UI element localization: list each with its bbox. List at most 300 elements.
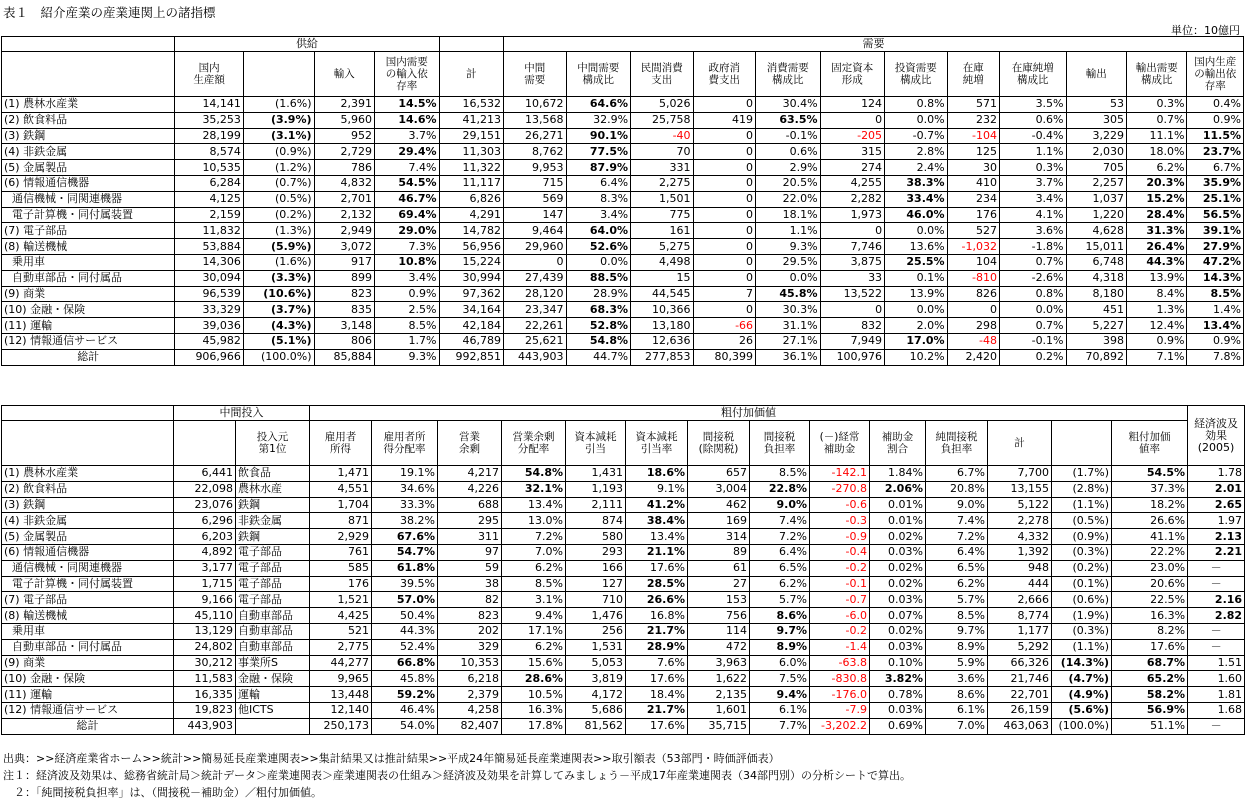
table-cell: 13.9% xyxy=(885,286,948,302)
table-cell: (5.6%) xyxy=(1052,702,1112,718)
table-cell: 38.2% xyxy=(372,513,438,529)
table-cell: 3.6% xyxy=(926,671,988,687)
table-cell: -104 xyxy=(947,128,999,144)
table-cell: 100,976 xyxy=(820,349,885,365)
table-cell: 1,177 xyxy=(988,623,1052,639)
table-cell: 2,278 xyxy=(988,513,1052,529)
table-cell: 11,303 xyxy=(439,144,504,160)
table-cell: 0.6% xyxy=(756,144,821,160)
table-row xyxy=(2,175,1244,191)
table-cell: 30.4% xyxy=(756,97,821,113)
table-cell: 38 xyxy=(438,576,502,592)
table-cell: 5,292 xyxy=(988,639,1052,655)
row-label: (12) 情報通信サービス xyxy=(2,333,175,349)
table-cell: 7.5% xyxy=(750,671,810,687)
table-cell: 56.9% xyxy=(1112,702,1188,718)
table-cell: 710 xyxy=(566,592,626,608)
table-cell: 6.4% xyxy=(750,544,810,560)
table-cell: 15.6% xyxy=(502,655,566,671)
table-cell: 70 xyxy=(631,144,694,160)
row-label: 乗用車 xyxy=(2,254,175,270)
table-cell: 8.5% xyxy=(750,466,810,482)
table-cell: 5.7% xyxy=(926,592,988,608)
table-cell: 832 xyxy=(820,318,885,334)
table-cell: 飲食品 xyxy=(236,466,310,482)
table-cell: － xyxy=(1188,623,1245,639)
table-cell: (0.9%) xyxy=(243,144,314,160)
table-cell: -7.9 xyxy=(810,702,870,718)
column-header: 資本減耗 引当 xyxy=(566,421,626,466)
table-cell: 42,184 xyxy=(439,318,504,334)
table-cell: 4,226 xyxy=(438,481,502,497)
table-cell: 2,929 xyxy=(310,529,372,545)
table-cell: 4,551 xyxy=(310,481,372,497)
column-header: 資本減耗 引当率 xyxy=(626,421,688,466)
table-cell: 1,431 xyxy=(566,466,626,482)
table-cell: 61 xyxy=(688,560,750,576)
table-cell: 他ICTS xyxy=(236,702,310,718)
table-cell: 0.3% xyxy=(1127,97,1187,113)
table-cell: 52.8% xyxy=(566,318,631,334)
table-cell: 3,177 xyxy=(174,560,236,576)
table-cell: (0.5%) xyxy=(1052,513,1112,529)
table-cell: 66.8% xyxy=(372,655,438,671)
table-cell: 1.97 xyxy=(1188,513,1245,529)
table-cell: 10,353 xyxy=(438,655,502,671)
table-cell: 4,318 xyxy=(1066,270,1126,286)
table-cell: (0.9%) xyxy=(1052,529,1112,545)
table-cell: (14.3%) xyxy=(1052,655,1112,671)
table-cell: 30.3% xyxy=(756,302,821,318)
table-row xyxy=(2,191,1244,207)
table-cell: 2,666 xyxy=(988,592,1052,608)
table-cell: 45,110 xyxy=(174,608,236,624)
table-cell: 10,366 xyxy=(631,302,694,318)
table-cell: -0.6 xyxy=(810,497,870,513)
table-cell: 35,253 xyxy=(175,112,244,128)
table-cell: 4,291 xyxy=(439,207,504,223)
column-header: 固定資本 形成 xyxy=(820,52,885,97)
table-cell: 7.0% xyxy=(926,718,988,734)
table-cell: 15 xyxy=(631,270,694,286)
table-cell: (100.0%) xyxy=(243,349,314,365)
table-cell: 77.5% xyxy=(566,144,631,160)
table-cell: 761 xyxy=(310,544,372,560)
table-cell: 鉄鋼 xyxy=(236,529,310,545)
table-cell: 13,448 xyxy=(310,687,372,703)
table-cell: (1.2%) xyxy=(243,160,314,176)
table-cell: 2,949 xyxy=(314,223,374,239)
table-cell: 3,004 xyxy=(688,481,750,497)
table-cell: 6.5% xyxy=(750,560,810,576)
table-cell: 35,715 xyxy=(688,718,750,734)
table-cell: 6.0% xyxy=(750,655,810,671)
table-cell: 31.1% xyxy=(756,318,821,334)
table-cell: 80,399 xyxy=(693,349,756,365)
table-row xyxy=(2,302,1244,318)
table-cell: 65.2% xyxy=(1112,671,1188,687)
table-cell: 17.6% xyxy=(626,671,688,687)
table-cell: 14.3% xyxy=(1187,270,1244,286)
table-cell: 9.7% xyxy=(926,623,988,639)
table-cell: 17.8% xyxy=(502,718,566,734)
table-cell: 1.81 xyxy=(1188,687,1245,703)
table-cell: 3,148 xyxy=(314,318,374,334)
table-cell: 30 xyxy=(947,160,999,176)
table-cell: (100.0%) xyxy=(1052,718,1112,734)
table-cell: 27 xyxy=(688,576,750,592)
table-cell: 2.21 xyxy=(1188,544,1245,560)
table-cell: 11,832 xyxy=(175,223,244,239)
table-cell: 25.5% xyxy=(885,254,948,270)
table-cell: 5,026 xyxy=(631,97,694,113)
table-row xyxy=(2,702,1245,718)
column-header: (－)経常 補助金 xyxy=(810,421,870,466)
table-cell: -66 xyxy=(693,318,756,334)
table-cell: 410 xyxy=(947,175,999,191)
table-cell: 22,098 xyxy=(174,481,236,497)
table-cell: 571 xyxy=(947,97,999,113)
table-cell: 16.3% xyxy=(1112,608,1188,624)
table-cell: 0 xyxy=(504,254,567,270)
table-cell: 4,628 xyxy=(1066,223,1126,239)
table-cell: (3.9%) xyxy=(243,112,314,128)
table-cell: 0.9% xyxy=(1127,333,1187,349)
total-row xyxy=(2,349,1244,365)
table-cell: 41.2% xyxy=(626,497,688,513)
table-cell: 85,884 xyxy=(314,349,374,365)
table-cell: 2,132 xyxy=(314,207,374,223)
table-cell: -0.4% xyxy=(999,128,1066,144)
table-cell: 8.4% xyxy=(1127,286,1187,302)
table-cell: 54.7% xyxy=(372,544,438,560)
table-cell: 44.3% xyxy=(372,623,438,639)
table-cell: 4,125 xyxy=(175,191,244,207)
table-cell: 443,903 xyxy=(174,718,236,734)
table-cell: 0 xyxy=(947,302,999,318)
table-cell: 54.8% xyxy=(566,333,631,349)
table-cell: 22,701 xyxy=(988,687,1052,703)
table-cell: 6.4% xyxy=(926,544,988,560)
table-cell: 13.4% xyxy=(1187,318,1244,334)
table-cell: 25.1% xyxy=(1187,191,1244,207)
header-blank xyxy=(174,421,236,466)
table-cell: 0.03% xyxy=(870,639,926,655)
row-label: (3) 鉄鋼 xyxy=(2,497,174,513)
column-header: 投資需要 構成比 xyxy=(885,52,948,97)
table-cell: 7.2% xyxy=(502,529,566,545)
table-cell: 3,072 xyxy=(314,239,374,255)
table-cell: 463,063 xyxy=(988,718,1052,734)
table-cell: 5,960 xyxy=(314,112,374,128)
table-cell: 443,903 xyxy=(504,349,567,365)
column-header: 輸出 xyxy=(1066,52,1126,97)
table-cell: 25,758 xyxy=(631,112,694,128)
table-cell: 11,117 xyxy=(439,175,504,191)
table-cell: 176 xyxy=(310,576,372,592)
table-cell: 6.1% xyxy=(926,702,988,718)
table-cell: 14,306 xyxy=(175,254,244,270)
table-cell: 2.16 xyxy=(1188,592,1245,608)
table-cell: 54.5% xyxy=(1112,466,1188,482)
table-cell: 2.8% xyxy=(885,144,948,160)
table-cell: -270.8 xyxy=(810,481,870,497)
table-cell: 2,135 xyxy=(688,687,750,703)
table-cell: 6.7% xyxy=(926,466,988,482)
table-cell: 9.7% xyxy=(750,623,810,639)
table-cell: 4,217 xyxy=(438,466,502,482)
table-cell: 8.6% xyxy=(926,687,988,703)
table-cell: 38.3% xyxy=(885,175,948,191)
column-header: 中間 需要 xyxy=(504,52,567,97)
table-cell: 11,322 xyxy=(439,160,504,176)
table-cell: 39,036 xyxy=(175,318,244,334)
table-cell: 0.02% xyxy=(870,529,926,545)
table-cell: 8.9% xyxy=(926,639,988,655)
table-cell: (4.7%) xyxy=(1052,671,1112,687)
table-cell: -830.8 xyxy=(810,671,870,687)
table-cell: 21.1% xyxy=(626,544,688,560)
table-cell: 0.07% xyxy=(870,608,926,624)
table-cell: 1,476 xyxy=(566,608,626,624)
table-cell: 8.6% xyxy=(750,608,810,624)
table-cell: 22,261 xyxy=(504,318,567,334)
column-header: 消費需要 構成比 xyxy=(756,52,821,97)
table-cell: 256 xyxy=(566,623,626,639)
table-cell: 2,379 xyxy=(438,687,502,703)
table-cell: 30,212 xyxy=(174,655,236,671)
table-cell: 0 xyxy=(693,97,756,113)
column-header: 営業余剰 分配率 xyxy=(502,421,566,466)
table-cell: 0 xyxy=(693,302,756,318)
table-cell: 0 xyxy=(820,112,885,128)
row-label: 自動車部品・同付属品 xyxy=(2,639,174,655)
table-row xyxy=(2,128,1244,144)
table-cell: 51.1% xyxy=(1112,718,1188,734)
table-cell: 0.0% xyxy=(885,223,948,239)
table-cell: 17.0% xyxy=(885,333,948,349)
table-cell: -205 xyxy=(820,128,885,144)
table-cell: 2,257 xyxy=(1066,175,1126,191)
table-cell: 4,498 xyxy=(631,254,694,270)
table-cell: 7.2% xyxy=(750,529,810,545)
table-cell: 82 xyxy=(438,592,502,608)
table-cell: 1,715 xyxy=(174,576,236,592)
table-cell: 2,701 xyxy=(314,191,374,207)
table-cell: 705 xyxy=(1066,160,1126,176)
column-header: 計 xyxy=(439,52,504,97)
row-label: (9) 商業 xyxy=(2,286,175,302)
table-cell: 7.8% xyxy=(1187,349,1244,365)
table-cell: 23.0% xyxy=(1112,560,1188,576)
table-cell: 826 xyxy=(947,286,999,302)
table-cell: 45.8% xyxy=(756,286,821,302)
row-label: 電子計算機・同付属装置 xyxy=(2,576,174,592)
table-cell: 56.5% xyxy=(1187,207,1244,223)
table-cell: 1,531 xyxy=(566,639,626,655)
table-cell: 2,275 xyxy=(631,175,694,191)
table-cell: 66,326 xyxy=(988,655,1052,671)
table-cell: 5,227 xyxy=(1066,318,1126,334)
table-cell: 28,120 xyxy=(504,286,567,302)
table-cell: 4,255 xyxy=(820,175,885,191)
table-cell: 29,151 xyxy=(439,128,504,144)
table-cell: 29.0% xyxy=(374,223,439,239)
table-cell: 自動車部品 xyxy=(236,608,310,624)
table-cell: 44.3% xyxy=(1127,254,1187,270)
table-cell: 47.2% xyxy=(1187,254,1244,270)
table-cell: 2.4% xyxy=(885,160,948,176)
table-cell: 33,329 xyxy=(175,302,244,318)
table-cell: 8,762 xyxy=(504,144,567,160)
table-cell: 1,501 xyxy=(631,191,694,207)
column-header: 営業 余剰 xyxy=(438,421,502,466)
table-cell: 電子部品 xyxy=(236,576,310,592)
row-label: (7) 電子部品 xyxy=(2,592,174,608)
table-cell: 806 xyxy=(314,333,374,349)
table-cell: 114 xyxy=(688,623,750,639)
table-cell: 1.4% xyxy=(1187,302,1244,318)
table-cell: 823 xyxy=(314,286,374,302)
column-header: 中間需要 構成比 xyxy=(566,52,631,97)
table-cell: 293 xyxy=(566,544,626,560)
table-cell: 68.7% xyxy=(1112,655,1188,671)
table-cell: 29.4% xyxy=(374,144,439,160)
table-cell: 21.7% xyxy=(626,702,688,718)
table-cell: 2.82 xyxy=(1188,608,1245,624)
row-label: (10) 金融・保険 xyxy=(2,302,175,318)
table-cell: 電子部品 xyxy=(236,544,310,560)
table-cell: 11.5% xyxy=(1187,128,1244,144)
table-cell: 28.6% xyxy=(502,671,566,687)
row-label: 乗用車 xyxy=(2,623,174,639)
table-cell: 521 xyxy=(310,623,372,639)
table-cell: 7.4% xyxy=(926,513,988,529)
table-row xyxy=(2,223,1244,239)
table-cell: 金融・保険 xyxy=(236,671,310,687)
table-cell: 97 xyxy=(438,544,502,560)
table-cell: 11.1% xyxy=(1127,128,1187,144)
table-cell: 0.69% xyxy=(870,718,926,734)
supply-demand-table xyxy=(1,36,1244,366)
table-cell: 1,601 xyxy=(688,702,750,718)
table-cell: 13.9% xyxy=(1127,270,1187,286)
row-label: (11) 運輸 xyxy=(2,318,175,334)
table-cell: 事業所S xyxy=(236,655,310,671)
table-cell: 22.2% xyxy=(1112,544,1188,560)
table-cell: 31.3% xyxy=(1127,223,1187,239)
table-cell: 715 xyxy=(504,175,567,191)
table-row xyxy=(2,592,1245,608)
table-cell: 34,164 xyxy=(439,302,504,318)
table-cell: 13.4% xyxy=(626,529,688,545)
table-cell: 4,892 xyxy=(174,544,236,560)
table-cell: 315 xyxy=(820,144,885,160)
table-cell: 20.6% xyxy=(1112,576,1188,592)
table-cell: 4,258 xyxy=(438,702,502,718)
table-cell: -0.4 xyxy=(810,544,870,560)
table-cell: 3.1% xyxy=(502,592,566,608)
table-cell: 125 xyxy=(947,144,999,160)
table-cell: 6.2% xyxy=(502,560,566,576)
table-cell: 54.0% xyxy=(372,718,438,734)
table-cell: 7.0% xyxy=(502,544,566,560)
table-row xyxy=(2,655,1245,671)
table-cell: 28.9% xyxy=(626,639,688,655)
table-cell: 10.8% xyxy=(374,254,439,270)
table-cell: 13.6% xyxy=(885,239,948,255)
table-cell: 2.13 xyxy=(1188,529,1245,545)
row-label: (8) 輸送機械 xyxy=(2,608,174,624)
table-cell: (0.3%) xyxy=(1052,623,1112,639)
row-label: (8) 輸送機械 xyxy=(2,239,175,255)
table-cell: 64.6% xyxy=(566,97,631,113)
total-row xyxy=(2,718,1245,734)
table-cell: 33.3% xyxy=(372,497,438,513)
table-cell: 871 xyxy=(310,513,372,529)
table-cell: 53,884 xyxy=(175,239,244,255)
row-label: (6) 情報通信機器 xyxy=(2,544,174,560)
table-cell: (3.1%) xyxy=(243,128,314,144)
table-cell: 2.9% xyxy=(756,160,821,176)
table-cell: 176 xyxy=(947,207,999,223)
table-cell: 16,532 xyxy=(439,97,504,113)
table-cell: 9.0% xyxy=(926,497,988,513)
table-cell: 0.8% xyxy=(885,97,948,113)
table-cell: 9,953 xyxy=(504,160,567,176)
table-row xyxy=(2,513,1245,529)
table-cell: 0.10% xyxy=(870,655,926,671)
table-cell: (0.1%) xyxy=(1052,576,1112,592)
table-cell: 0 xyxy=(693,254,756,270)
table-cell: 917 xyxy=(314,254,374,270)
table-cell: 3.4% xyxy=(999,191,1066,207)
row-label: (1) 農林水産業 xyxy=(2,97,175,113)
table-cell: -1.8% xyxy=(999,239,1066,255)
table-cell: -0.7 xyxy=(810,592,870,608)
table-cell: 274 xyxy=(820,160,885,176)
table-cell: 8,180 xyxy=(1066,286,1126,302)
table-cell: 250,173 xyxy=(310,718,372,734)
table-cell: 1.60 xyxy=(1188,671,1245,687)
column-header: 在庫 純増 xyxy=(947,52,999,97)
table-cell: 10,535 xyxy=(175,160,244,176)
table-cell: 527 xyxy=(947,223,999,239)
table-cell: 6,218 xyxy=(438,671,502,687)
table-cell: 13.0% xyxy=(502,513,566,529)
table-cell: 46,789 xyxy=(439,333,504,349)
table-cell: 52.4% xyxy=(372,639,438,655)
table-cell: 9,965 xyxy=(310,671,372,687)
table-cell: 17.6% xyxy=(626,560,688,576)
source-note: 出典：>>経済産業省ホーム>>統計>>簡易延長産業連関表>>集計結果又は推計結果>>平成24年簡易延長産業連関表>>取引額表（53部門・時価評価表） xyxy=(3,752,780,765)
column-header: 民間消費 支出 xyxy=(631,52,694,97)
table-cell: 67.6% xyxy=(372,529,438,545)
table-cell: 32.1% xyxy=(502,481,566,497)
table-cell: 3.7% xyxy=(374,128,439,144)
table-cell: 69.4% xyxy=(374,207,439,223)
table-cell: 13.4% xyxy=(502,497,566,513)
table-cell: 6,441 xyxy=(174,466,236,482)
table-cell: 4,332 xyxy=(988,529,1052,545)
table-row xyxy=(2,576,1245,592)
table-cell: 38.4% xyxy=(626,513,688,529)
table-cell: 15,224 xyxy=(439,254,504,270)
table-cell: 8.2% xyxy=(1112,623,1188,639)
table-cell: 88.5% xyxy=(566,270,631,286)
table-cell: 0.8% xyxy=(999,286,1066,302)
table-cell: 331 xyxy=(631,160,694,176)
